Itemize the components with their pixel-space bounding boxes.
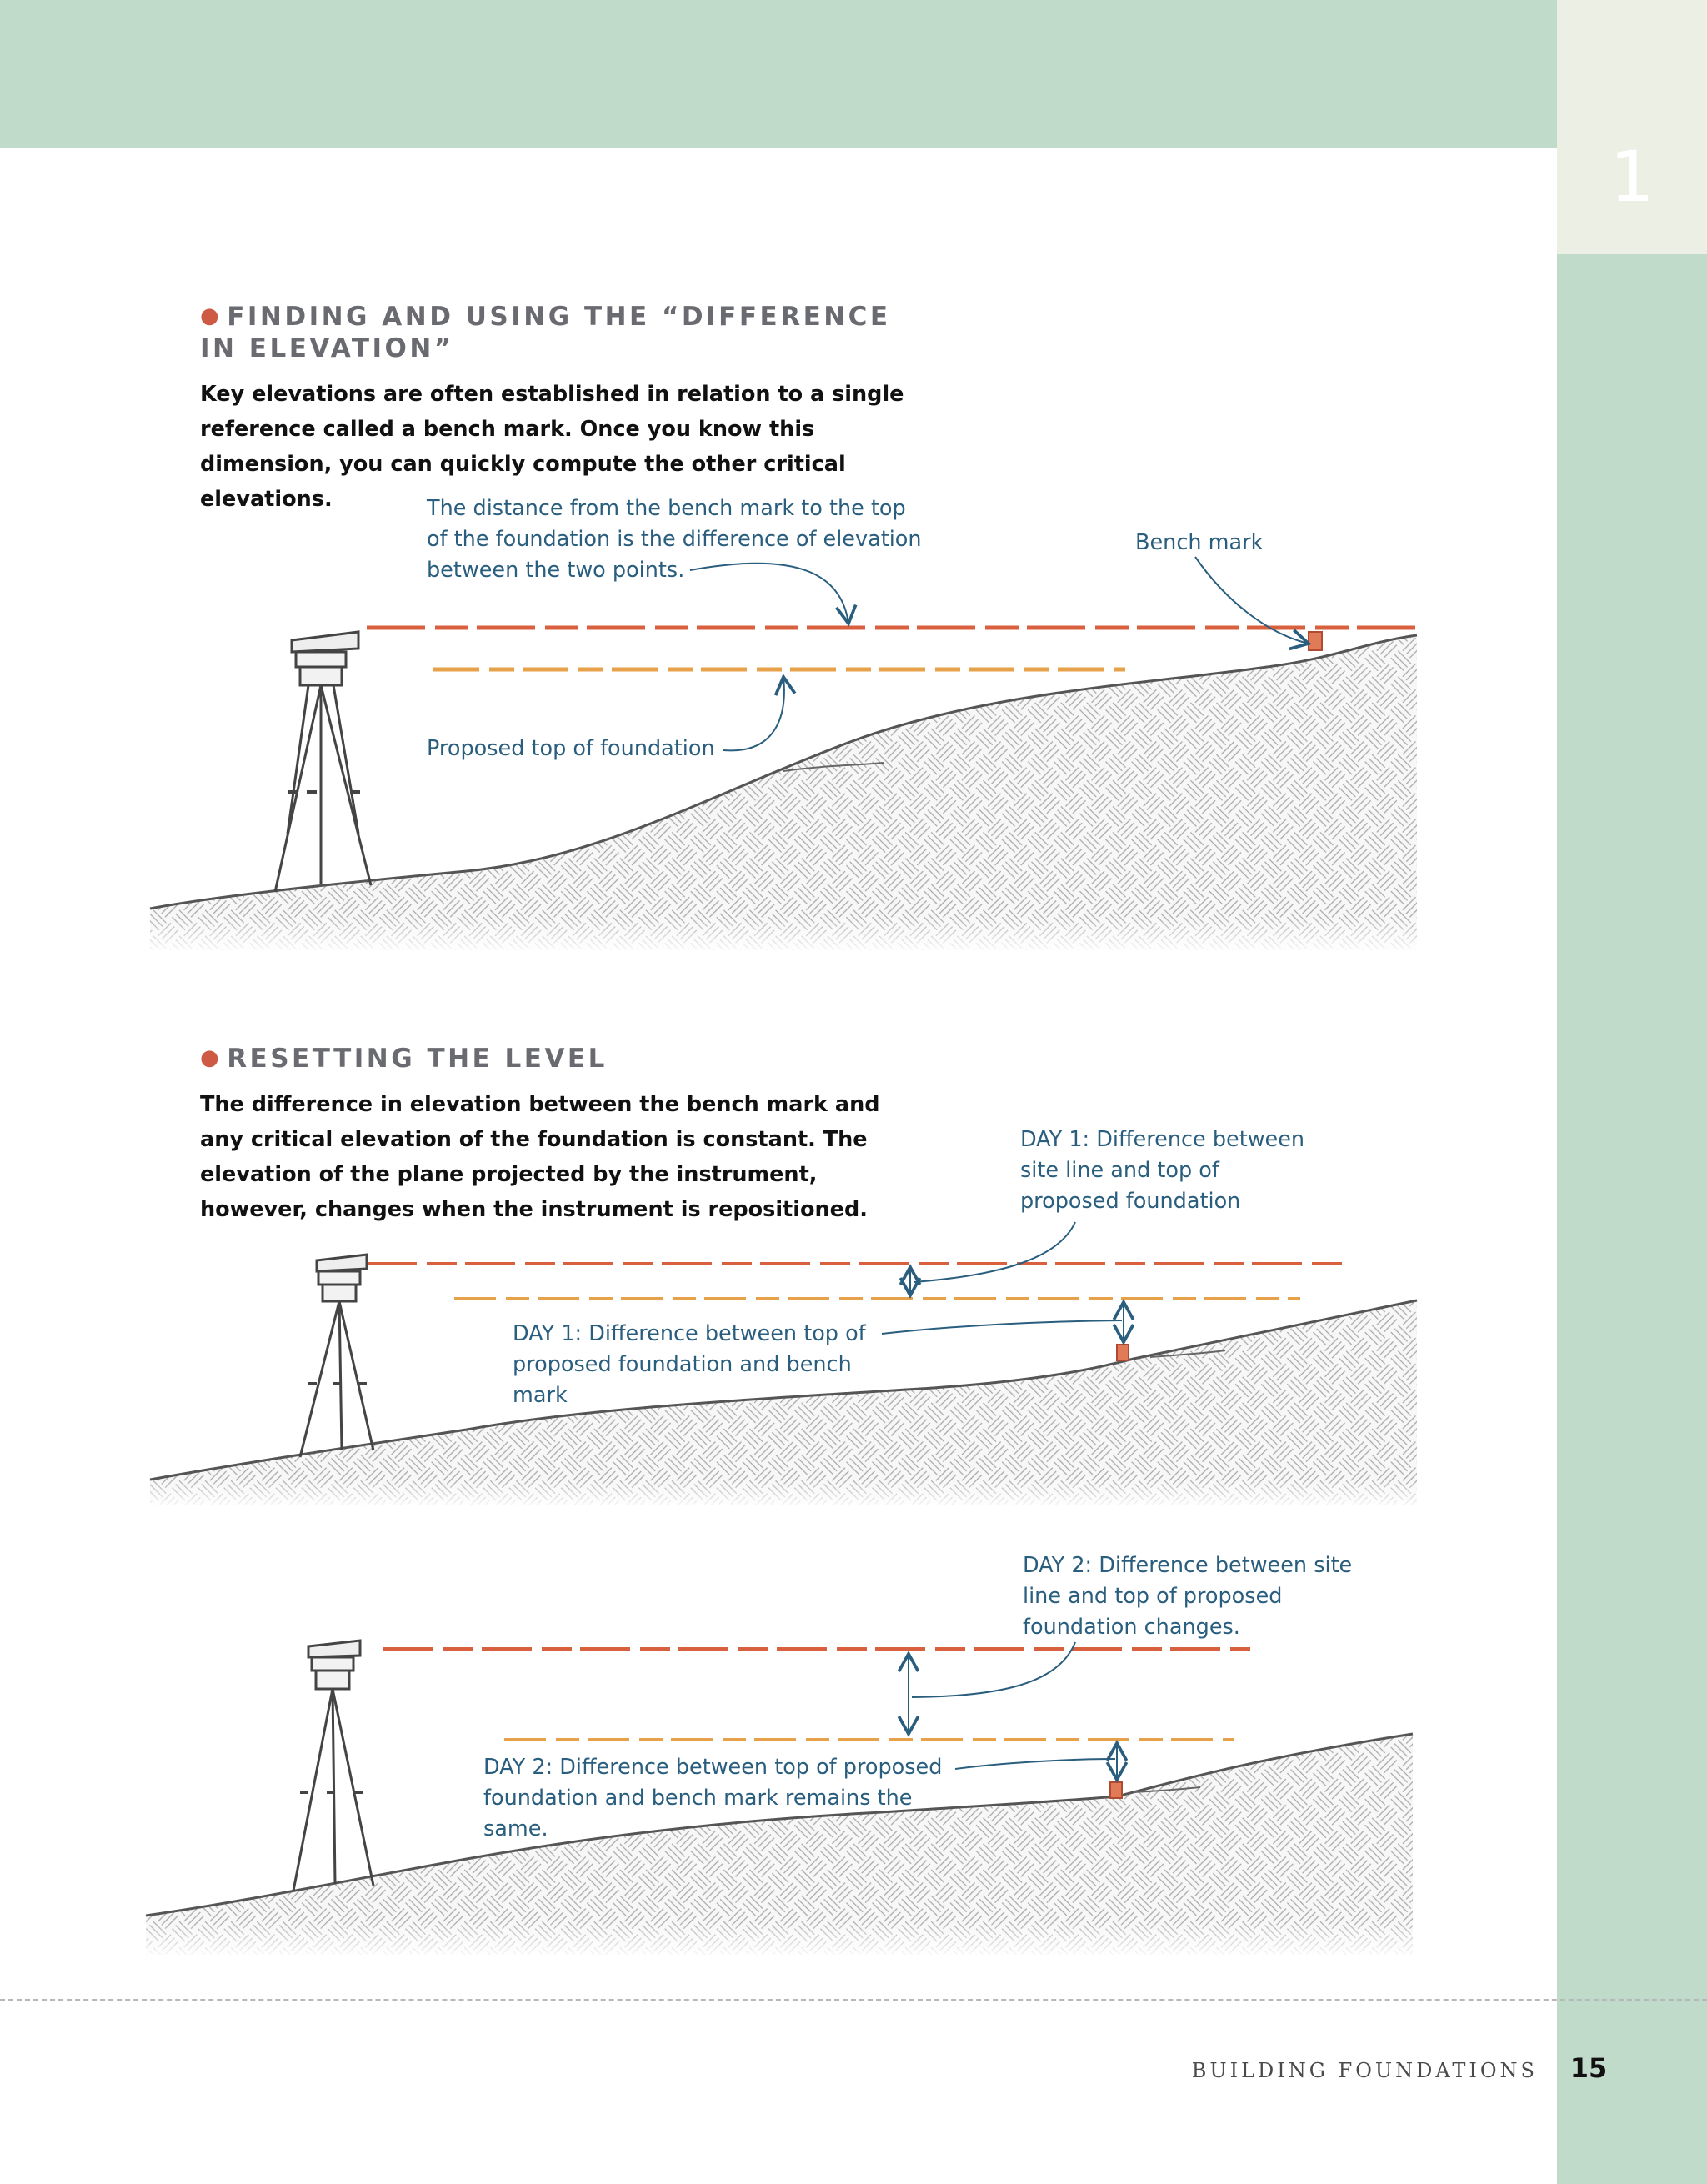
section-1-heading: ● FINDING AND USING THE “DIFFERENCE IN ELEVATION” xyxy=(200,302,891,363)
caption-day1-site-line: DAY 1: Difference between site line and top of proposed foundation xyxy=(1020,1127,1305,1214)
section-2-body: The difference in elevation between the bench mark and any critical elevation of the foundation is constant. The elevation of the plane projected by the instrument, however, changes when the instrument is repositioned. xyxy=(200,1092,880,1222)
chapter-number: 1 xyxy=(1609,136,1654,218)
figure-1-lines xyxy=(367,628,1417,669)
page-number: 15 xyxy=(1569,2052,1608,2084)
figure-2-tripod xyxy=(300,1255,373,1457)
footer-divider xyxy=(0,1999,1707,2001)
section-2-heading: ● RESETTING THE LEVEL xyxy=(200,1044,608,1074)
heading-bullet-icon: ● xyxy=(200,303,223,328)
running-footer-title: BUILDING FOUNDATIONS xyxy=(1191,2059,1538,2082)
caption-bench-mark: Bench mark xyxy=(1135,530,1264,555)
caption-proposed-top: Proposed top of foundation xyxy=(427,736,715,761)
caption-day2-site-line: DAY 2: Difference between site line and top of proposed foundation changes. xyxy=(1023,1553,1353,1640)
caption-day2-bench-mark: DAY 2: Difference between top of proposed foundation and bench mark remains the same. xyxy=(483,1755,943,1841)
heading-bullet-icon: ● xyxy=(200,1045,223,1070)
section-1-body: Key elevations are often established in relation to a single reference called a bench mark. Once you know this dimension, you can quickly compute the other critical elevations. xyxy=(200,382,904,512)
caption-day1-bench-mark: DAY 1: Difference between top of proposed foundation and bench mark xyxy=(513,1321,866,1408)
figure-2-leaders xyxy=(882,1222,1124,1342)
figure-3-tripod xyxy=(293,1641,373,1891)
figure-1-tripod xyxy=(275,632,371,892)
caption-difference-of-elevation: The distance from the bench mark to the top of the foundation is the difference of elevation between the two points. xyxy=(427,496,922,583)
